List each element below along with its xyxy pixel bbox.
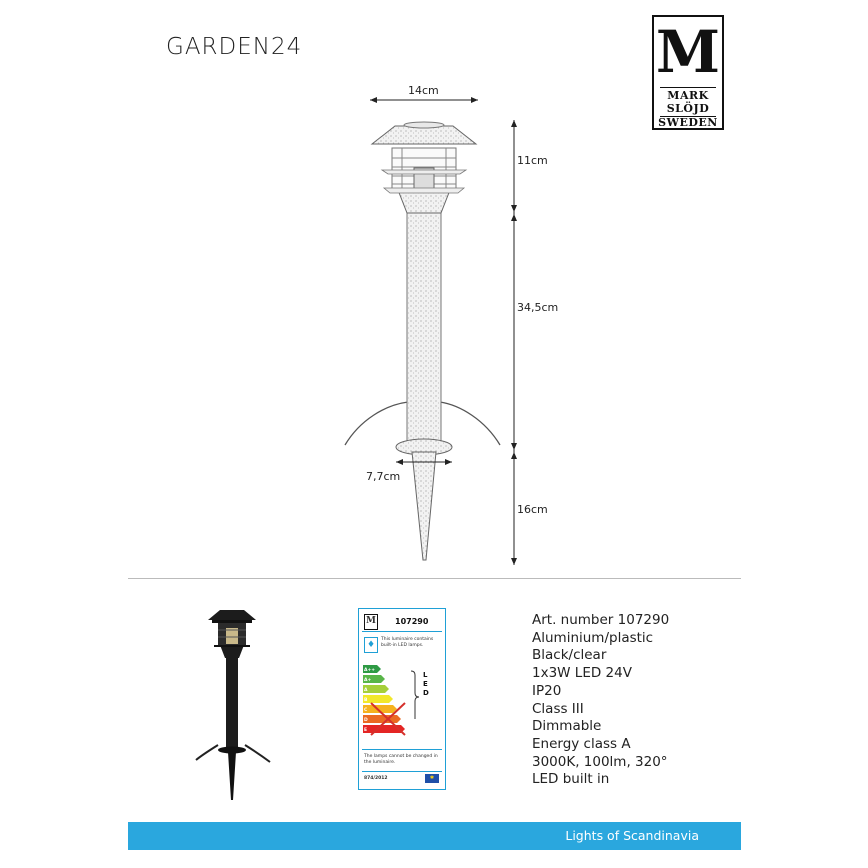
energy-label-logo: M <box>364 614 378 630</box>
logo-word-slojd: SLÖJD <box>666 102 710 115</box>
eu-flag-icon: ✱ <box>425 774 439 783</box>
energy-label-divider <box>362 749 442 750</box>
cable-right <box>440 402 500 445</box>
cable-left <box>345 402 408 445</box>
product-title: GARDEN24 <box>166 34 303 60</box>
energy-class-labels <box>364 666 375 736</box>
dim-spike-height-label: 16cm <box>517 503 548 516</box>
led-letter-e: E <box>423 680 428 688</box>
energy-class-e: E <box>364 728 368 733</box>
lamp-icon: ♦ <box>364 637 378 653</box>
spec-material: Aluminium/plastic <box>532 629 654 646</box>
energy-class-d: D <box>364 718 368 723</box>
energy-label-divider <box>362 771 442 772</box>
spec-color: Black/clear <box>532 647 607 664</box>
lamp-low-ring <box>384 188 464 193</box>
dim-base-width-label: 7,7cm <box>366 470 401 483</box>
lamp-top-cap <box>404 122 444 128</box>
product-specs <box>532 612 669 789</box>
energy-label-divider <box>362 631 442 632</box>
energy-class-a: A <box>364 688 368 693</box>
energy-label <box>358 608 446 790</box>
energy-class-a-plus-plus: A++ <box>364 668 376 673</box>
section-divider <box>128 578 741 579</box>
dim-head-height-label: 11cm <box>517 154 548 167</box>
spec-dimmable: Dimmable <box>532 718 602 735</box>
energy-label-article: 107290 <box>395 617 429 626</box>
energy-class-b: B <box>364 698 368 703</box>
energy-label-regulation: 874/2012 <box>364 776 388 781</box>
lamp-mid-ring <box>382 170 466 174</box>
spec-led-built-in: LED built in <box>532 771 610 788</box>
spec-article-number: Art. number 107290 <box>532 612 670 628</box>
dim-top-width-label: 14cm <box>408 84 439 97</box>
lamp-head-cone <box>398 190 450 213</box>
spec-light-source: 1x3W LED 24V <box>532 665 632 682</box>
lamp-top-shade <box>372 126 476 144</box>
spec-ip-rating: IP20 <box>532 682 562 699</box>
energy-label-note: This luminaire contains built-in LED lamps. <box>381 637 434 648</box>
lamp-pole <box>407 212 441 448</box>
energy-class-a-plus: A+ <box>364 678 372 683</box>
energy-label-footer-note: The lamps cannot be changed in the luminaire. <box>364 754 438 765</box>
spec-protection-class: Class III <box>532 700 584 717</box>
led-letter-d: D <box>423 689 429 697</box>
lamp-spike <box>412 452 436 560</box>
footer-tagline: Lights of Scandinavia <box>565 828 699 843</box>
footer-bar <box>128 822 741 850</box>
dim-pole-height-label: 34,5cm <box>517 301 559 314</box>
led-indicator <box>423 671 429 698</box>
logo-word-sweden: SWEDEN <box>658 116 718 129</box>
spec-energy-class: Energy class A <box>532 735 631 752</box>
logo-letter: M <box>655 18 721 86</box>
logo-word-mark: MARK <box>667 89 709 102</box>
spec-light-output: 3000K, 100lm, 320° <box>532 753 668 770</box>
led-letter-l: L <box>423 671 428 679</box>
lamp-product-photo <box>190 600 280 805</box>
energy-class-c: C <box>364 708 368 713</box>
